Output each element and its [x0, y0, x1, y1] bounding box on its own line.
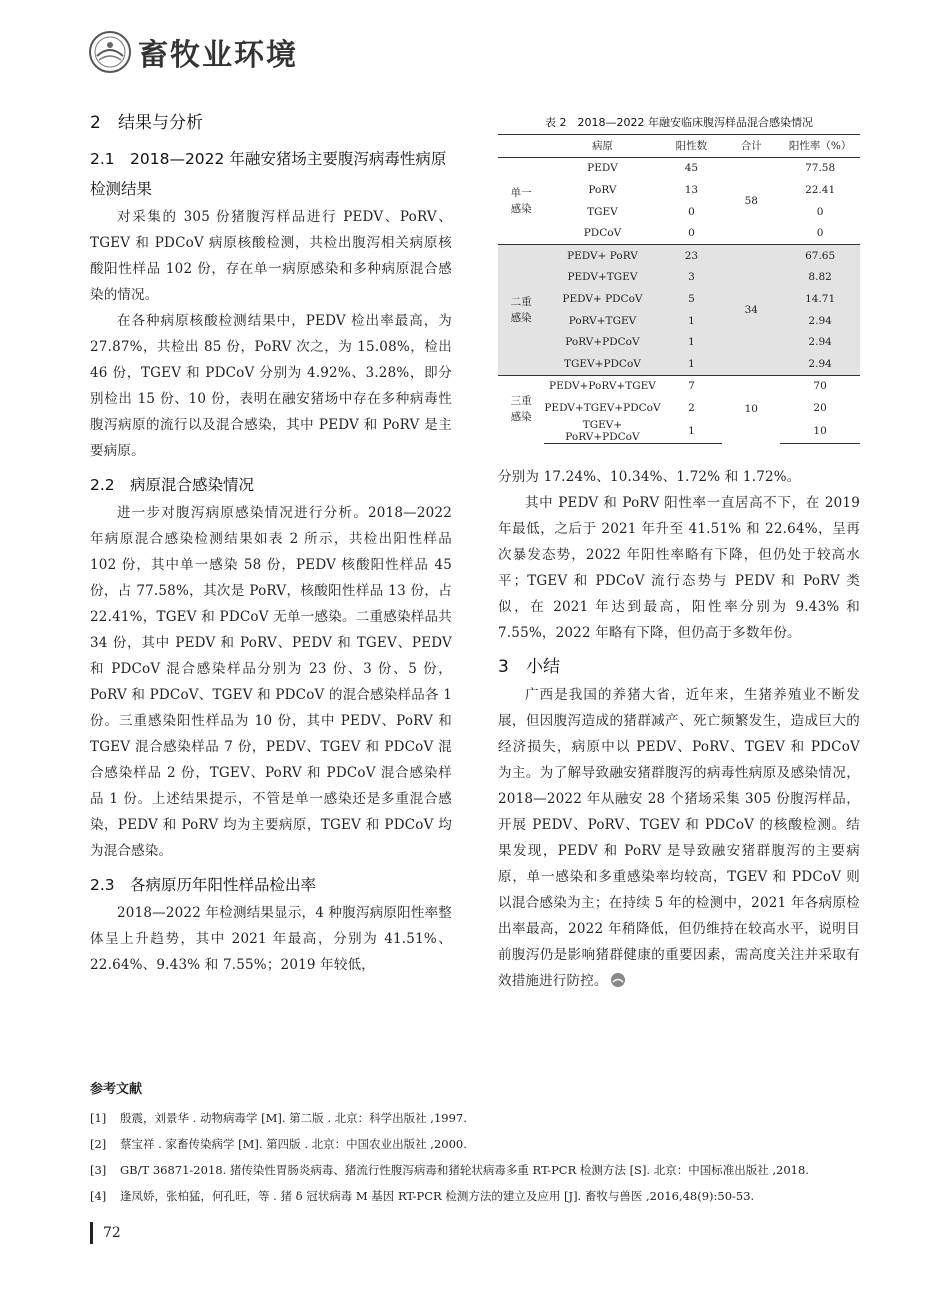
rate-cell: 0	[816, 227, 824, 240]
subsection-title: 病原混合感染情况	[130, 476, 255, 494]
pathogen-cell: PEDV+TGEV	[544, 267, 660, 289]
positive-cell: 0	[688, 227, 695, 240]
column-header: 阳性率（%）	[780, 135, 860, 158]
end-mark-icon	[610, 972, 626, 988]
paragraph-continuation: 分别为 17.24%、10.34%、1.72% 和 1.72%。	[498, 468, 801, 485]
column-header: 病原	[544, 135, 660, 158]
journal-header	[88, 30, 298, 74]
triple-infection-group	[498, 375, 860, 443]
paragraph: 广西是我国的养猪大省，近年来，生猪养殖业不断发展，但因腹泻造成的猪群减产、死亡频繁发生，造成巨大的经济损失，病原中以 PEDV、PoRV、TGEV 和 PDCoV 为主。为了解导致融安猪群腹泻的病毒性病原及感染情况，2018—2022 年从融安 28 个猪场采集 305 份腹泻样品，开展 PEDV、PoRV、TGEV 和 PDCoV 的核酸检测。结果发现，PEDV 和 PoRV 是导致融安猪群腹泻的主要病原，单一感染和多重感染率均较高，TGEV 和 PDCoV 则以混合感染为主；在持续 5 年的检测中，2021 年各病原检出率最高，2022 年稍降低，但仍维持在较高水平，说明目前腹泻仍是影响猪群健康的重要因素，需高度关注并采取有效措施进行防控。	[498, 686, 860, 989]
single-infection-group	[498, 157, 860, 244]
pathogen-cell: TGEV	[587, 205, 618, 218]
paragraph: 在各种病原核酸检测结果中，PEDV 检出率最高，为 27.87%，共检出 85 份，PoRV 次之，为 15.08%，检出 46 份，TGEV 和 PDCoV 分别为 4.92%、3.28%，即分别检出 15 份、10 份，表明在融安猪场中存在多种病毒性腹泻病原的流行以及混合感染，其中 PEDV 和 PoRV 是主要病原。	[90, 313, 452, 459]
table-row	[498, 331, 860, 353]
pathogen-cell: PoRV+PDCoV	[544, 331, 660, 353]
subsection-title: 2018—2022 年融安猪场主要腹泻病毒性病原检测结果	[90, 150, 447, 198]
infection-table	[498, 134, 860, 444]
subsection-number: 2.3	[90, 876, 115, 894]
column-header: 合计	[722, 135, 780, 158]
rate-cell: 67.65	[780, 244, 860, 266]
section-title: 小结	[526, 656, 560, 677]
group-label: 三重 感染	[498, 375, 544, 443]
references-title: 参考文献	[90, 1082, 143, 1097]
pathogen-cell: TGEV+ PoRV+PDCoV	[544, 419, 660, 444]
table-row	[498, 375, 860, 397]
subsection-2-1-heading	[90, 144, 452, 204]
table-row	[498, 201, 860, 223]
section-title: 结果与分析	[118, 113, 203, 133]
section-3-heading	[498, 652, 860, 682]
subsection-number: 2.2	[90, 476, 115, 494]
subsection-2-3-heading	[90, 870, 452, 900]
paragraph: 2018—2022 年检测结果显示，4 种腹泻病原阳性率整体呈上升趋势，其中 2021 年最高，分别为 41.51%、22.64%、9.43% 和 7.55%；2019 年较低，	[90, 905, 452, 973]
positive-cell: 0	[688, 205, 695, 218]
section-number: 3	[498, 656, 509, 677]
positive-cell: 13	[684, 183, 699, 196]
positive-cell: 2	[688, 401, 695, 414]
table-header-row	[498, 135, 860, 158]
pathogen-cell: PDCoV	[583, 227, 622, 240]
section-2-heading	[90, 108, 452, 138]
subsection-number: 2.1	[90, 150, 115, 168]
table-row	[498, 397, 860, 419]
page-number-text: 72	[103, 1225, 121, 1241]
double-infection-group	[498, 244, 860, 375]
table-row	[498, 222, 860, 244]
total-cell: 34	[722, 244, 780, 375]
rate-cell: 2.94	[780, 331, 860, 353]
references	[90, 1078, 870, 1209]
table-row	[498, 310, 860, 332]
pathogen-cell: PEDV	[587, 162, 618, 175]
rate-cell: 8.82	[780, 267, 860, 289]
page-number	[90, 1222, 121, 1244]
paragraph: 对采集的 305 份猪腹泻样品进行 PEDV、PoRV、TGEV 和 PDCoV 病原核酸检测，共检出腹泻相关病原核酸阳性样品 102 份，存在单一病原感染和多种病原混合感染的情况。	[90, 209, 452, 303]
reference-item: [2] 蔡宝祥 . 家畜传染病学 [M]. 第四版 . 北京：中国农业出版社 ,2000.	[90, 1137, 467, 1151]
positive-cell: 1	[661, 331, 723, 353]
table-row	[498, 419, 860, 444]
rate-cell: 0	[816, 205, 824, 218]
table-caption: 表 2 2018—2022 年融安临床腹泻样品混合感染情况	[545, 116, 813, 129]
group-label: 单一 感染	[510, 186, 532, 215]
pathogen-cell: PEDV+TGEV+PDCoV	[544, 401, 661, 414]
table-row	[498, 244, 860, 266]
positive-cell: 3	[661, 267, 723, 289]
positive-cell: 1	[661, 353, 723, 375]
left-column	[90, 108, 452, 978]
column-header: 阳性数	[661, 135, 723, 158]
positive-cell: 5	[661, 288, 723, 310]
reference-item: [4] 逢凤娇，张柏猛，何孔旺，等 . 猪 δ 冠状病毒 M 基因 RT-PCR 检测方法的建立及应用 [J]. 畜牧与兽医 ,2016,48(9):50-53.	[90, 1189, 755, 1203]
pathogen-cell: PoRV	[588, 183, 617, 196]
reference-item: [3] GB/T 36871-2018. 猪传染性胃肠炎病毒、猪流行性腹泻病毒和猪轮状病毒多重 RT-PCR 检测方法 [S]. 北京：中国标准出版社 ,2018.	[90, 1163, 809, 1177]
table-row	[498, 353, 860, 375]
positive-cell: 1	[661, 310, 723, 332]
pathogen-cell: PEDV+PoRV+TGEV	[544, 375, 660, 397]
reference-item: [1] 殷震，刘景华 . 动物病毒学 [M]. 第二版 . 北京：科学出版社 ,1997.	[90, 1111, 467, 1125]
subsection-title: 各病原历年阳性样品检出率	[130, 876, 317, 894]
rate-cell: 2.94	[780, 353, 860, 375]
journal-emblem-icon	[88, 30, 132, 74]
column-header	[498, 135, 544, 158]
pathogen-cell: PEDV+ PoRV	[544, 244, 660, 266]
rate-cell: 14.71	[780, 288, 860, 310]
rate-cell: 10	[780, 419, 860, 444]
journal-title: 畜牧业环境	[138, 38, 298, 73]
rate-cell: 70	[780, 375, 860, 397]
table-row	[498, 179, 860, 201]
group-label: 二重 感染	[498, 244, 544, 375]
pathogen-cell: PEDV+ PDCoV	[544, 288, 660, 310]
rate-cell: 2.94	[780, 310, 860, 332]
positive-cell: 1	[661, 419, 723, 444]
table-row	[498, 157, 860, 179]
paragraph: 其中 PEDV 和 PoRV 阳性率一直居高不下，在 2019 年最低，之后于 2021 年升至 41.51% 和 22.64%，呈再次暴发态势，2022 年阳性率略有下降，但仍处于较高水平；TGEV 和 PDCoV 流行态势与 PEDV 和 PoRV 类似，在 2021 年达到最高，阳性率分别为 9.43% 和 7.55%，2022 年略有下降，但仍高于多数年份。	[498, 494, 860, 641]
table-row	[498, 288, 860, 310]
section-number: 2	[90, 113, 101, 133]
table-row	[498, 267, 860, 289]
subsection-2-2-heading	[90, 470, 452, 500]
rate-cell: 20	[813, 401, 827, 414]
rate-cell: 77.58	[805, 162, 836, 175]
positive-cell: 23	[661, 244, 723, 266]
right-column	[498, 114, 860, 994]
positive-cell: 45	[684, 162, 699, 175]
pathogen-cell: TGEV+PDCoV	[544, 353, 660, 375]
total-cell: 10	[722, 375, 780, 443]
paragraph: 进一步对腹泻病原感染情况进行分析。2018—2022 年病原混合感染检测结果如表 2 所示，共检出阳性样品 102 份，其中单一感染 58 份，PEDV 核酸阳性样品 45 份，占 77.58%，其次是 PoRV，核酸阳性样品 13 份，占 22.41%，TGEV 和 PDCoV 无单一感染。二重感染样品共 34 份，其中 PEDV 和 PoRV、PEDV 和 TGEV、PEDV 和 PDCoV 混合感染样品分别为 23 份、3 份、5 份，PoRV 和 PDCoV、TGEV 和 PDCoV 的混合感染样品各 1 份。三重感染阳性样品为 10 份，其中 PEDV、PoRV 和 TGEV 混合感染样品 7 份，PEDV、TGEV 和 PDCoV 混合感染样品 2 份，TGEV、PoRV 和 PDCoV 混合感染样品 1 份。上述结果提示，不管是单一感染还是多重混合感染，PEDV 和 PoRV 均为主要病原，TGEV 和 PDCoV 均为混合感染。	[90, 505, 452, 859]
rate-cell: 22.41	[805, 183, 836, 196]
positive-cell: 7	[661, 375, 723, 397]
page-number-bar	[90, 1222, 93, 1244]
pathogen-cell: PoRV+TGEV	[544, 310, 660, 332]
total-cell: 58	[744, 194, 758, 207]
